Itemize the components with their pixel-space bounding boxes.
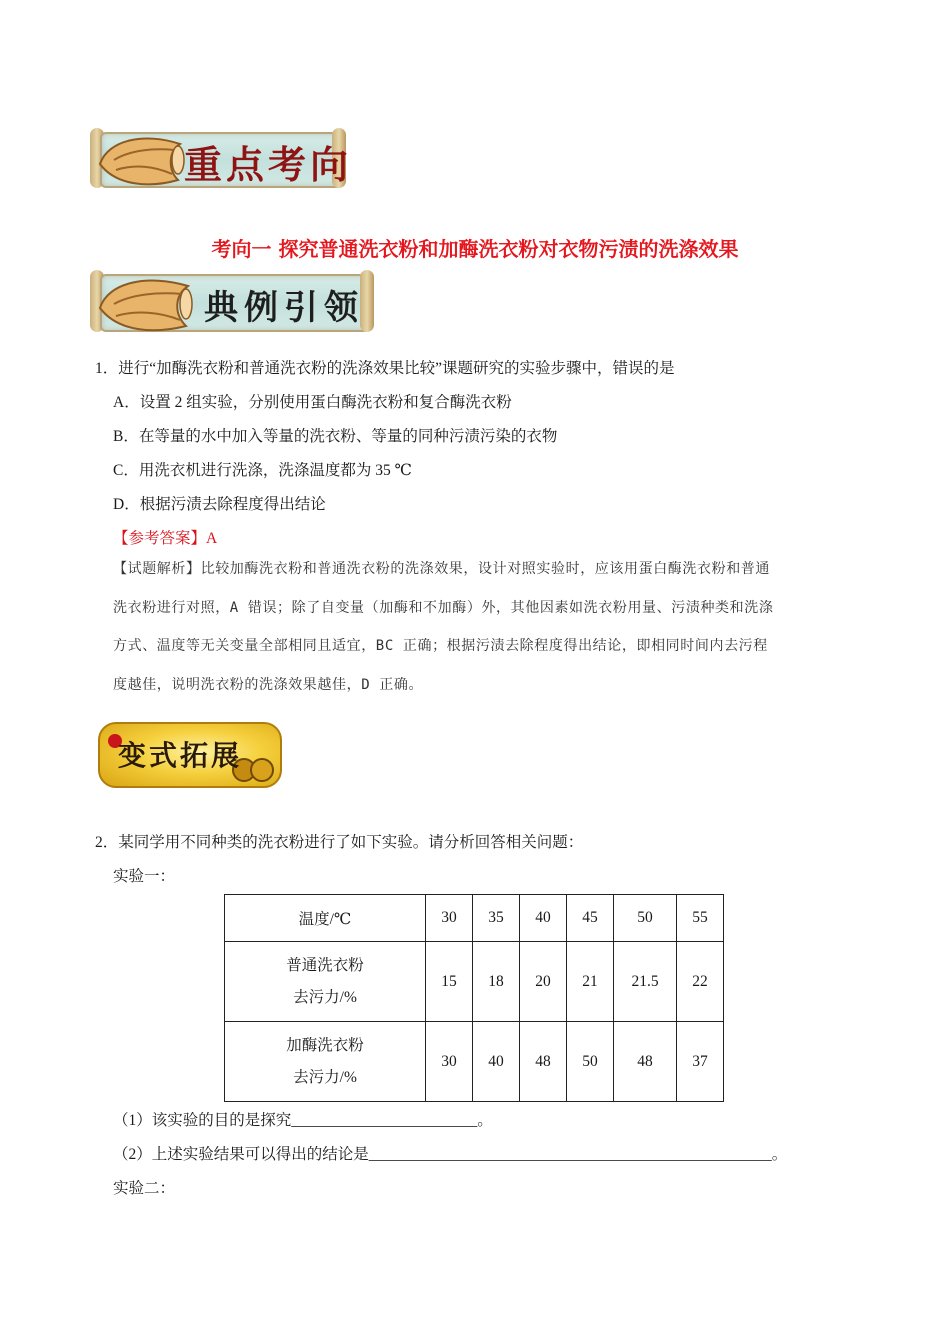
analysis-line: 度越佳，说明洗衣粉的洗涤效果越佳，D 正确。 — [113, 676, 424, 693]
question-1-option-b: B．在等量的水中加入等量的洗衣粉、等量的同种污渍污染的衣物 — [113, 428, 558, 445]
table-cell: 48 — [520, 1022, 567, 1102]
analysis-label: 【试题解析】 — [113, 561, 201, 577]
experiment-table — [224, 894, 724, 1102]
conch-shell-icon — [94, 272, 194, 334]
table-cell: 22 — [677, 942, 724, 1022]
table-row — [225, 895, 724, 942]
table-cell: 37 — [677, 1022, 724, 1102]
table-cell: 48 — [614, 1022, 677, 1102]
banner-title: 变式拓展 — [118, 739, 243, 772]
question-1-option-c: C．用洗衣机进行洗涤，洗涤温度都为 35 ℃ — [113, 462, 412, 479]
table-row-label: 加酶洗衣粉 去污力/% — [225, 1022, 426, 1102]
table-cell: 50 — [614, 895, 677, 942]
table-cell: 30 — [426, 1022, 473, 1102]
table-cell: 21.5 — [614, 942, 677, 1022]
question-1-option-a: A．设置 2 组实验，分别使用蛋白酶洗衣粉和复合酶洗衣粉 — [113, 394, 512, 411]
table-cell: 40 — [473, 1022, 520, 1102]
table-cell: 15 — [426, 942, 473, 1022]
question-1-option-d: D．根据污渍去除程度得出结论 — [113, 496, 326, 513]
experiment-2-label: 实验二： — [113, 1180, 176, 1197]
table-cell: 30 — [426, 895, 473, 942]
sub-question-2: （2）上述实验结果可以得出的结论是____________________________________________________。 — [113, 1146, 788, 1163]
table-cell: 35 — [473, 895, 520, 942]
table-row — [225, 1022, 724, 1102]
table-cell: 45 — [567, 895, 614, 942]
analysis-line: 洗衣粉进行对照，A 错误；除了自变量（加酶和不加酶）外，其他因素如洗衣粉用量、污渍种类和洗涤 — [113, 599, 774, 616]
table-row-label: 普通洗衣粉 去污力/% — [225, 942, 426, 1022]
banner-title: 重点考向 — [184, 142, 353, 187]
table-cell: 20 — [520, 942, 567, 1022]
example-guide-banner — [86, 266, 376, 338]
table-cell: 40 — [520, 895, 567, 942]
table-row — [225, 942, 724, 1022]
analysis-block — [113, 550, 873, 704]
table-header-cell: 温度/℃ — [225, 895, 426, 942]
analysis-line: 【试题解析】比较加酶洗衣粉和普通洗衣粉的洗涤效果，设计对照实验时，应该用蛋白酶洗衣粉和普通 — [113, 561, 771, 577]
table-cell: 18 — [473, 942, 520, 1022]
conch-shell-icon — [94, 130, 186, 188]
table-cell: 21 — [567, 942, 614, 1022]
question-1-stem: 1．进行“加酶洗衣粉和普通洗衣粉的洗涤效果比较”课题研究的实验步骤中，错误的是 — [95, 360, 675, 377]
sub-question-1: （1）该实验的目的是探究________________________。 — [113, 1112, 493, 1129]
variant-expansion-banner — [90, 712, 285, 796]
banner-title: 典例引领 — [204, 288, 364, 328]
table-cell: 50 — [567, 1022, 614, 1102]
analysis-line: 方式、温度等无关变量全部相同且适宜，BC 正确；根据污渍去除程度得出结论，即相同时间内去污程 — [113, 638, 768, 654]
experiment-1-label: 实验一： — [113, 868, 176, 885]
section-heading: 考向一 探究普通洗衣粉和加酶洗衣粉对衣物污渍的洗涤效果 — [211, 237, 739, 261]
reference-answer: 【参考答案】A — [113, 530, 218, 547]
table-cell: 55 — [677, 895, 724, 942]
key-direction-banner — [86, 126, 353, 192]
question-2-stem: 2．某同学用不同种类的洗衣粉进行了如下实验。请分析回答相关问题： — [95, 834, 584, 851]
